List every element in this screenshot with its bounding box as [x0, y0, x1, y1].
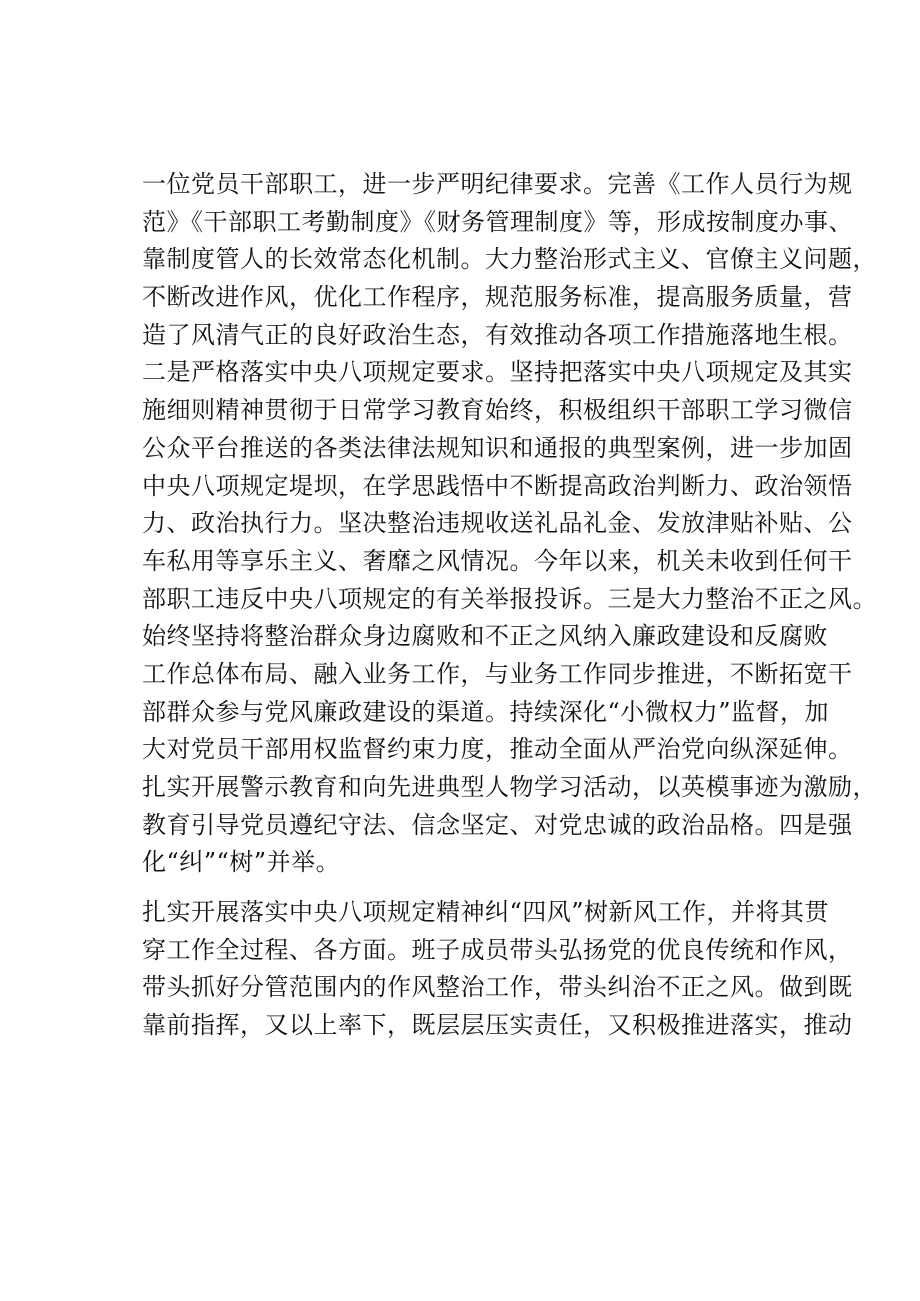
text-line: 靠制度管人的长效常态化机制。大力整治形式主义、官僚主义问题， [142, 245, 877, 274]
paragraph-spacer [142, 882, 812, 894]
text-line: 教育引导党员遵纪守法、信念坚定、对党忠诚的政治品格。四是强 [142, 810, 853, 839]
text-line: 部群众参与党风廉政建设的渠道。持续深化“小微权力”监督，加 [142, 697, 830, 726]
text-line: 施细则精神贯彻于日常学习教育始终，积极组织干部职工学习微信 [142, 396, 853, 425]
text-line: 公众平台推送的各类法律法规知识和通报的典型案例，进一步加固 [142, 433, 853, 462]
text-line: 范》《干部职工考勤制度》《财务管理制度》等，形成按制度办事、 [142, 207, 853, 236]
text-line: 扎实开展落实中央八项规定精神纠“四风”树新风工作，并将其贯 [142, 898, 830, 927]
text-line: 造了风清气正的良好政治生态，有效推动各项工作措施落地生根。 [142, 320, 853, 349]
paragraph-1 [142, 166, 877, 882]
text-line: 二是严格落实中央八项规定要求。坚持把落实中央八项规定及其实 [142, 358, 853, 387]
text-line: 一位党员干部职工，进一步严明纪律要求。完善《工作人员行为规 [142, 170, 853, 198]
text-line: 工作总体布局、融入业务工作，与业务工作同步推进，不断拓宽干 [142, 659, 853, 688]
text-line: 部职工违反中央八项规定的有关举报投诉。三是大力整治不正之风。 [142, 584, 877, 613]
text-line: 力、政治执行力。坚决整治违规收送礼品礼金、发放津贴补贴、公 [142, 509, 853, 538]
text-line: 靠前指挥，又以上率下，既层层压实责任，又积极推进落实，推动 [142, 1011, 853, 1040]
text-line: 不断改进作风，优化工作程序，规范服务标准，提高服务质量，营 [142, 283, 853, 312]
text-line: 始终坚持将整治群众身边腐败和不正之风纳入廉政建设和反腐败 [142, 622, 828, 651]
text-line: 大对党员干部用权监督约束力度，推动全面从严治党向纵深延伸。 [142, 735, 853, 764]
text-line: 化“纠”“树”并举。 [142, 848, 341, 877]
text-line: 车私用等享乐主义、奢靡之风情况。今年以来，机关未收到任何干 [142, 546, 853, 575]
text-line: 扎实开展警示教育和向先进典型人物学习活动，以英模事迹为激励， [142, 773, 877, 801]
paragraph-2 [142, 894, 853, 1045]
text-line: 带头抓好分管范围内的作风整治工作，带头纠治不正之风。做到既 [142, 973, 853, 1002]
text-line: 中央八项规定堤坝，在学思践悟中不断提高政治判断力、政治领悟 [142, 471, 853, 500]
text-line: 穿工作全过程、各方面。班子成员带头弘扬党的优良传统和作风， [142, 935, 853, 964]
body-text [142, 166, 877, 1045]
